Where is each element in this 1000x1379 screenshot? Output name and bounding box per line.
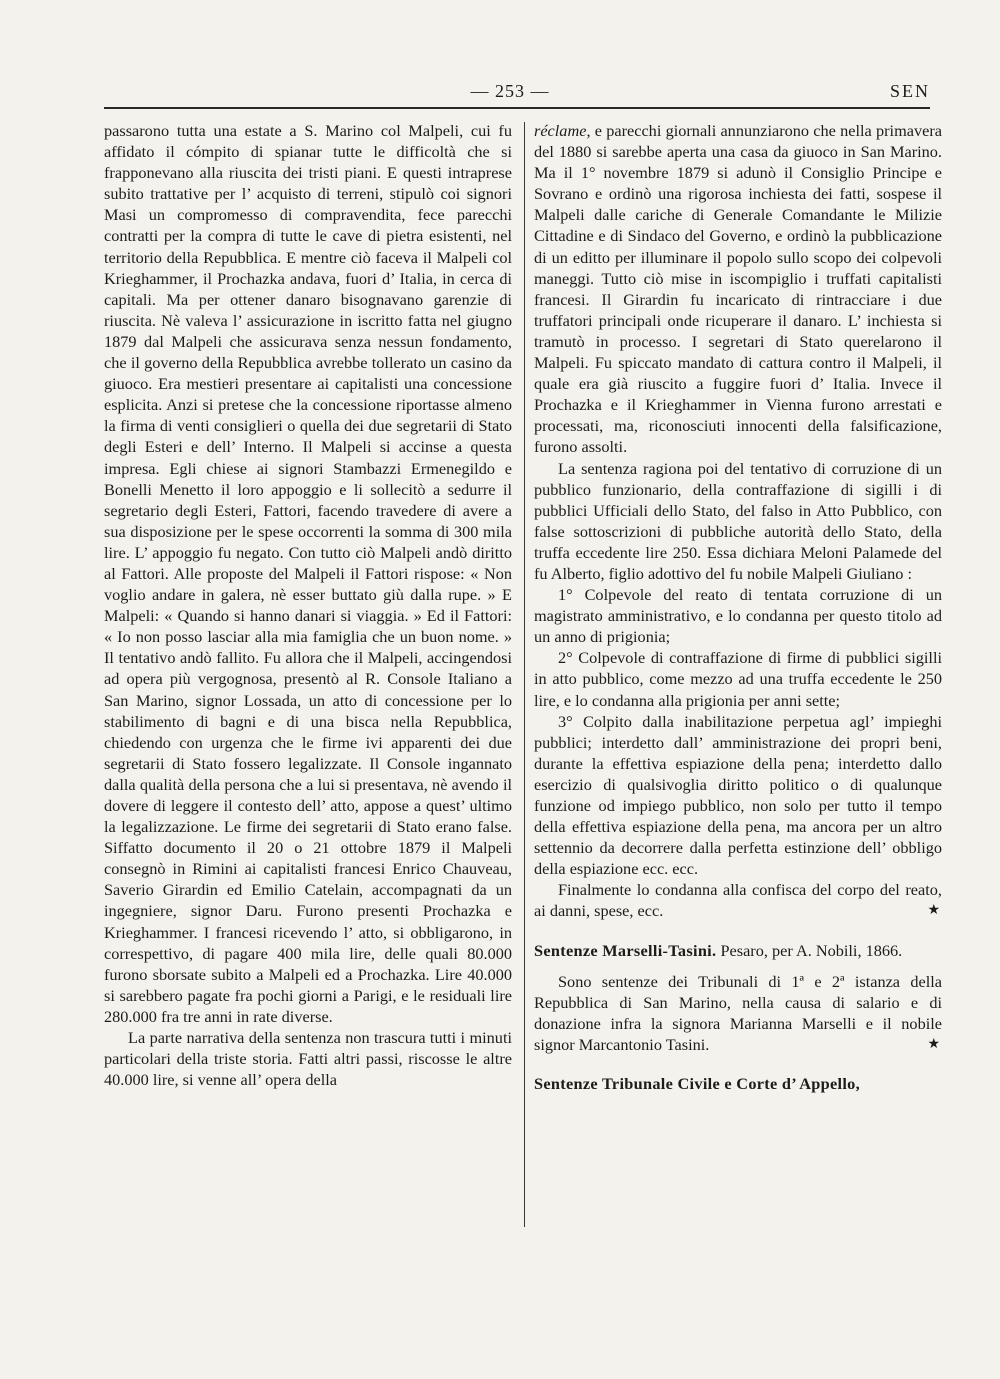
right-column [534,120,942,1094]
paragraph: 2° Colpevole di contraffazione di firme di pubblici sigilli in atto pubblico, come mezzo ad una truffa eccedente le 250 lire, e lo condanna alla prigionia per anni sette; [534,648,942,710]
running-head: SEN [889,81,930,101]
paragraph: passarono tutta una estate a S. Marino col Malpeli, cui fu affidato il cómpito di spianar tutte le difficoltà che si frapponevano alla riuscita dei tristi piani. E questi intraprese subito trattative per l’ acquisto di terreni, stipulò coi signori Masi un compromesso di compravendita, fece parecchi contratti per la compra di tutte le cave di pietra esistenti, nel territorio della Repubblica. E mentre ciò faceva il Malpeli col Krieghammer, il Prochazka andava, fuori d’ Italia, in cerca di capitali. Ma per ottener danaro bisognavano garenzie di riuscita. Nè valeva l’ assicurazione in iscritto fatta nel giugno 1879 dal Malpeli che assicurava senza nessun fondamento, che il governo della Repubblica avrebbe tollerato un casino da giuoco. Era mestieri presentare ai capitalisti una concessione esplicita. Anzi si pretese che la concessione riportasse almeno la firma di venti consiglieri o quella dei due segretarii di Stato degli Esteri e dell’ Interno. Il Malpeli si accinse a questa impresa. Egli chiese ai signori Stambazzi Ermenegildo e Bonelli Menetto il loro appoggio e li sollecitò a sedurre il segretario degli Esteri, Fattori, facendo travedere di avere a sua disposizione per le spese occorrenti la somma di 300 mila lire. L’ appoggio fu negato. Con tutto ciò Malpeli andò diritto al Fattori. Alle proposte del Malpeli il Fattori rispose: « Non voglio andare in galera, nè esser buttato giù dalla rupe. » E Malpeli: « Quando si hanno danari si viaggia. » Ed il Fattori: « Io non posso lasciar alla mia famiglia che un buon nome. » Il tentativo andò fallito. Fu allora che il Malpeli, accingendosi ad opera più vergognosa, presentò al R. Console Italiano a San Marino, signor Lossada, un atto di concessione per lo stabilimento di bagni e di una bisca nella Repubblica, chiedendo con urgenza che le firme ivi apparenti dei due segretarii di Stato fossero legalizzate. Il Console ingannato dalla qualità della persona che a lui si presentava, nè avendo il dovere di leggere il contesto dell’ atto, appose a quest’ ultimo la legalizzazione. Le firme dei segretarii di Stato erano false. Siffatto documento il 20 o 21 ottobre 1879 il Malpeli consegnò in Rimini ai capitalisti francesi Enrico Chauveau, Saverio Girardin ed Emilio Catelain, accompagnati da un ingegniere, signor Daru. Furono presenti Prochazka e Krieghammer. I francesi ricevendo l’ atto, si obbligarono, in correspettivo, di pagare 400 mila lire, delle quali 80.000 furono sborsate subito a Malpeli ed a Prochazka. Lire 40.000 si sarebbero pagate fra pochi giorni a Parigi, e le residuali lire 280.000 fra tre anni in rate diverse. [104,121,512,1026]
star-icon: ★ [927,903,940,919]
paragraph: La sentenza ragiona poi del tentativo di corruzione di un pubblico funzionario, della contraffazione di sigilli i di pubblici Ufficiali dello Stato, del falso in Atto Pubblico, con false sottoscrizioni di pubbliche autorità dello Stato, della truffa eccedente lire 250. Essa dichiara Meloni Palamede del fu Alberto, figlio adottivo del fu nobile Malpeli Giuliano : [534,458,942,583]
paragraph: Sono sentenze dei Tribunali di 1ª e 2ª istanza della Repubblica di San Marino, nella causa di salario e di donazione infra la signora Marianna Marselli e il nobile signor Marcantonio Tasini. ★ [534,971,942,1054]
spacer [534,961,942,971]
page-number: — 253 — [470,81,550,101]
paragraph: 3° Colpito dalla inabilitazione perpetua agl’ impieghi pubblici; interdetto dall’ amministrazione dei propri beni, durante la effettiva espiazione della pena; interdetto dallo esercizio di qualsivoglia diritto politico o di qualunque funzione od impiego pubblico, non solo per tutto il tempo della effettiva espiazione della pena, ma ancora per un altro settennio da decorrere dalla perfetta estinzione dell’ obbligo della espiazione ecc. ecc. [534,711,942,879]
left-column [104,120,512,1090]
spacer [534,1055,942,1073]
paragraph: 1° Colpevole del reato di tentata corruzione di un magistrato amministrativo, e lo condanna per questo titolo ad un anno di prigionia; [534,585,942,647]
entry-title: Sentenze Tribunale Civile e Corte d’ Appello, [534,1074,860,1094]
star-icon: ★ [927,1036,940,1052]
italic-word: réclame [534,121,587,140]
column-divider [524,122,525,1227]
paragraph: La parte narrativa della sentenza non trascura tutti i minuti particolari della triste storia. Fatti altri passi, riscosse le altre 40.000 lire, si venne all’ opera della [104,1028,512,1090]
paragraph: Finalmente lo condanna alla confisca del corpo del reato, ai danni, spese, ecc. ★ [534,880,942,921]
spacer [534,922,942,940]
header-rule [104,107,930,109]
paragraph: réclame, e parecchi giornali annunziarono che nella primavera del 1880 si sarebbe aperta una casa da giuoco in San Marino. Ma il 1° novembre 1879 si adunò il Consiglio Principe e Sovrano e ordinò una rigorosa inchiesta dei fatti, sospese il Malpeli dalle cariche di Generale Comandante le Milizie Cittadine e di Sindaco del Governo, e ordinò la pubblicazione di un editto per illuminare il popolo sullo scopo dei colpevoli maneggi. Tutto ciò mise in iscompiglio i truffati capitalisti francesi. Il Girardin fu incaricato di rintracciare i due truffatori principali onde ricuperare il danaro. L’ inchiesta si tramutò in processo. I segretari di Stato querelarono il Malpeli. Fu spiccato mandato di cattura contro il Malpeli, il quale era già riuscito a fuggire fuori d’ Italia. Invece il Prochazka e il Krieghammer in Vienna furono arrestati e processati, ma, riconosciuti innocenti della falsificazione, furono assolti. [534,121,942,457]
entry-title: Sentenze Marselli-Tasini. [534,940,717,960]
entry-heading [534,1073,942,1094]
entry-heading: Sentenze Marselli-Tasini. Pesaro, per A. Nobili, 1866. [534,940,903,960]
